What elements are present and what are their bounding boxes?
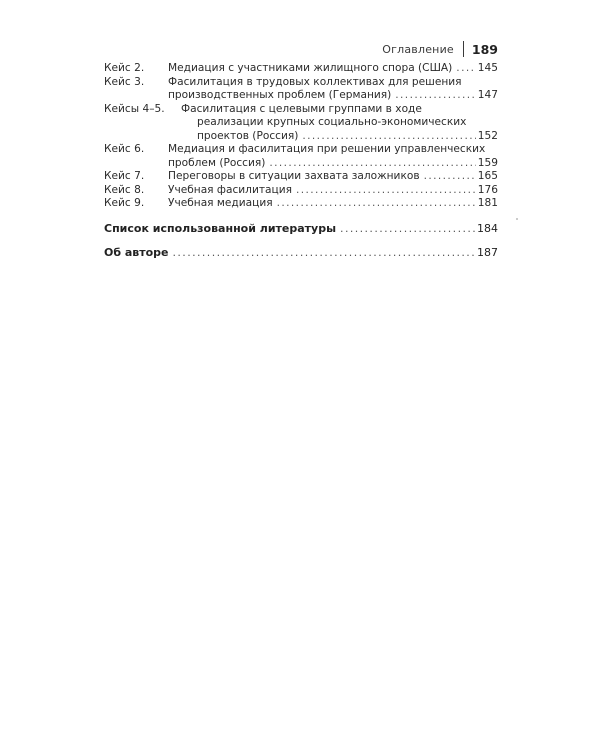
spacer: [104, 211, 498, 222]
toc-line: [104, 143, 498, 157]
section-title: Список использованной литературы: [104, 221, 337, 235]
toc-line: [104, 89, 498, 103]
spacer: [104, 236, 498, 246]
dot-leader: [277, 197, 476, 211]
dot-leader: [269, 157, 475, 171]
case-label: Кейс 7.: [104, 170, 145, 182]
toc-entry-case-6[interactable]: [104, 143, 498, 170]
case-label: Кейс 9.: [104, 197, 145, 209]
case-title: Медиация и фасилитация при решении управленческих: [168, 143, 486, 155]
toc-line: [104, 130, 498, 144]
toc-line: [104, 170, 498, 184]
case-title-continuation: проблем (Россия): [168, 156, 266, 169]
toc-entry-case-3[interactable]: [104, 76, 498, 103]
case-title: Переговоры в ситуации захвата заложников: [168, 170, 420, 182]
toc-line: [104, 62, 498, 76]
header-divider: [463, 41, 464, 57]
toc-entry-case-9[interactable]: [104, 197, 498, 211]
case-title: Медиация с участниками жилищного спора (США): [168, 62, 453, 74]
dot-leader: [302, 130, 475, 144]
dot-leader: [340, 222, 475, 236]
dot-leader: [395, 89, 476, 103]
toc-page-number: 159: [477, 156, 498, 169]
toc-entry-about-author[interactable]: [104, 246, 498, 260]
scan-speck: [516, 218, 518, 220]
case-title: Учебная фасилитация: [168, 183, 292, 196]
case-title-continuation: проектов (Россия): [197, 129, 299, 142]
toc-line: [104, 184, 498, 198]
dot-leader: [424, 170, 476, 184]
case-title-continuation: производственных проблем (Германия): [168, 89, 392, 101]
section-title: Об авторе: [104, 245, 169, 259]
table-of-contents: [104, 62, 498, 260]
toc-entry-cases-4-5[interactable]: [104, 103, 498, 144]
case-label: Кейс 2.: [104, 62, 145, 74]
toc-page-number: 184: [477, 221, 498, 235]
toc-line: [104, 76, 498, 90]
toc-entry-case-2[interactable]: [104, 62, 498, 76]
case-label: Кейс 8.: [104, 183, 145, 196]
toc-entry-bibliography[interactable]: [104, 222, 498, 236]
toc-line: [104, 197, 498, 211]
toc-line: [104, 157, 498, 171]
case-title: Фасилитация в трудовых коллективах для решения: [168, 75, 462, 88]
toc-page-number: 147: [477, 89, 498, 101]
toc-line: [104, 103, 498, 117]
toc-page-number: 187: [477, 245, 498, 259]
case-title-continuation: реализации крупных социально-экономических: [197, 116, 467, 128]
case-label: Кейс 6.: [104, 143, 145, 155]
case-title: Фасилитация с целевыми группами в ходе: [181, 102, 422, 115]
toc-entry-case-8[interactable]: [104, 184, 498, 198]
toc-entry-case-7[interactable]: [104, 170, 498, 184]
dot-leader: [456, 62, 475, 76]
toc-line: [104, 116, 498, 130]
toc-page-number: 176: [477, 183, 498, 196]
toc-page-number: 181: [477, 197, 498, 209]
case-title: Учебная медиация: [168, 197, 273, 209]
case-label: Кейс 3.: [104, 75, 145, 88]
toc-page-number: 165: [477, 170, 498, 182]
toc-page-number: 152: [477, 129, 498, 142]
running-header-section: Оглавление: [382, 42, 454, 56]
page-number: 189: [471, 41, 498, 57]
case-label: Кейсы 4–5.: [104, 102, 165, 115]
dot-leader: [173, 246, 475, 260]
dot-leader: [296, 184, 476, 198]
running-header: [300, 38, 498, 60]
toc-page-number: 145: [477, 62, 498, 74]
